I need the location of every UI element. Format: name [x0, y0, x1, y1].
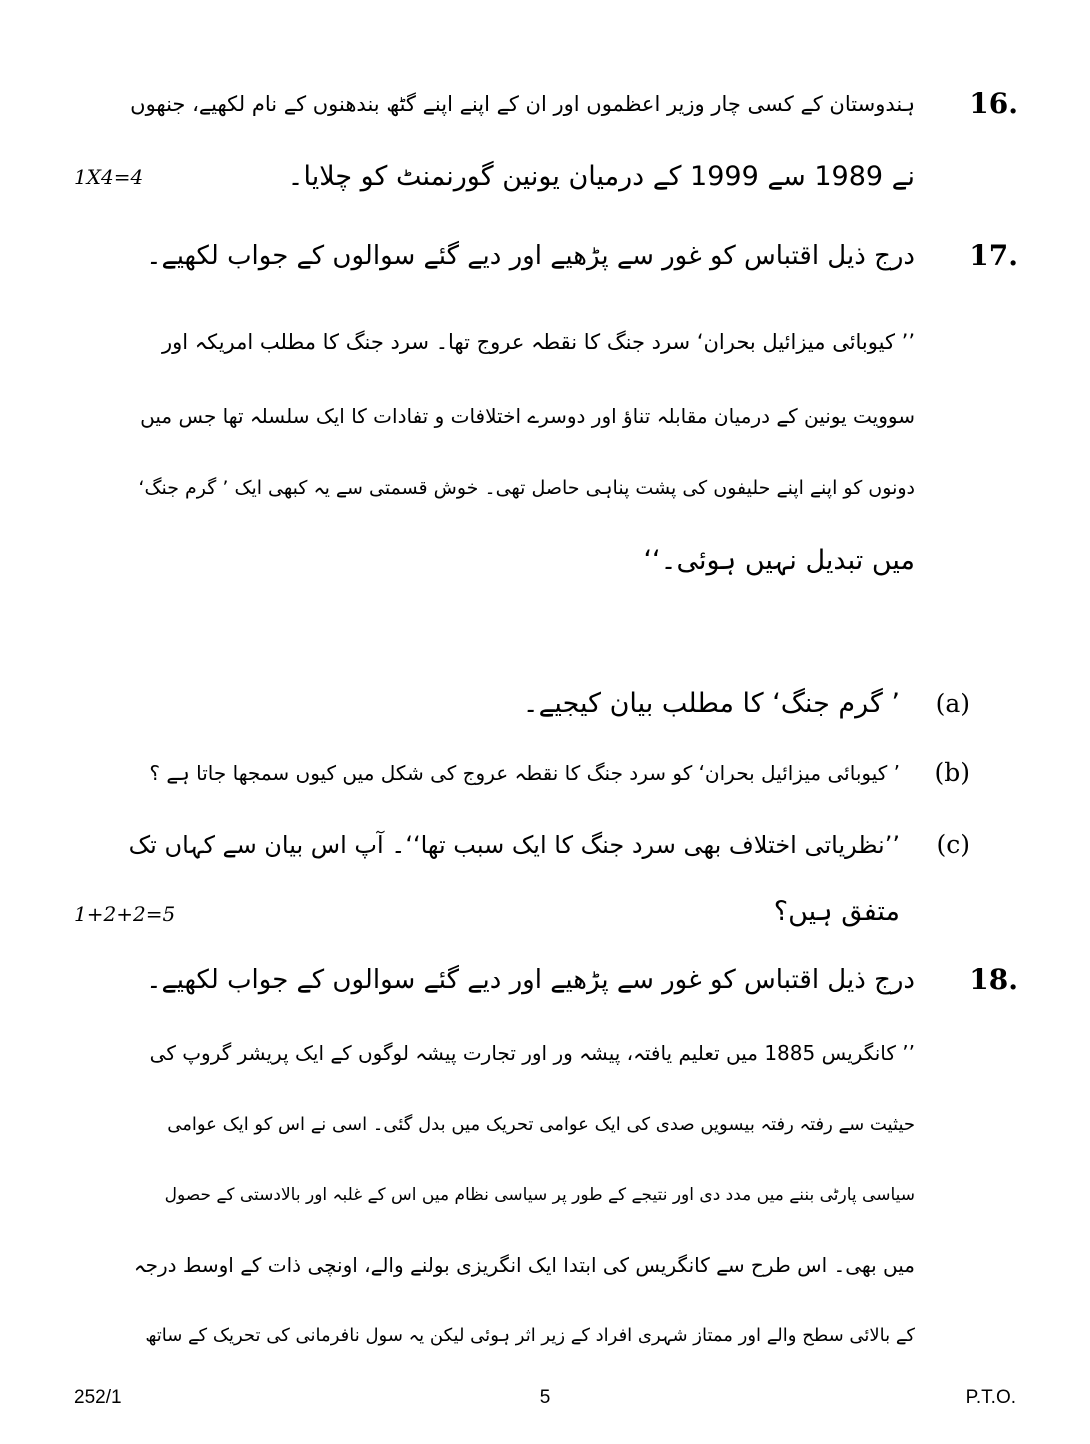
q16-text-line-1: ہندوستان کے کسی چار وزیر اعظموں اور ان کے اپنے اپنے گٹھ بندھنوں کے نام لکھیے، جنھوں [130, 92, 915, 116]
q16-marks: 1X4=4 [74, 165, 144, 189]
q17-part-c-text-1: ’’نظریاتی اختلاف بھی سرد جنگ کا ایک سبب تھا‘‘۔ آپ اس بیان سے کہاں تک [128, 831, 900, 859]
q17-passage-line-2: سوویت یونین کے درمیان مقابلہ تناؤ اور دوسرے اختلافات و تفادات کا ایک سلسلہ تھا جس میں [140, 404, 915, 428]
paper-code: 252/1 [74, 1387, 122, 1408]
q17-part-b-label: (b) [934, 758, 970, 787]
q16-text-line-2: نے 1989 سے 1999 کے درمیان یونین گورنمنٹ کو چلایا۔ [287, 161, 915, 192]
q17-passage-line-1: ’’ کیوبائی میزائیل بحران‘ سرد جنگ کا نقطہ عروج تھا۔ سرد جنگ کا مطلب امریکہ اور [162, 330, 915, 354]
q17-part-b-text: ’ کیوبائی میزائیل بحران‘ کو سرد جنگ کا نقطہ عروج کی شکل میں کیوں سمجھا جاتا ہے ؟ [149, 761, 900, 785]
q17-passage-line-3: دونوں کو اپنے اپنے حلیفوں کی پشت پناہی حاصل تھی۔ خوش قسمتی سے یہ کبھی ایک ’ گرم جنگ‘ [138, 477, 915, 499]
q17-part-c-label: (c) [936, 830, 970, 859]
q18-passage-line-3: سیاسی پارٹی بننے میں مدد دی اور نتیجے کے طور پر سیاسی نظام میں اس کے غلبہ اور بالادستی کے حصول [164, 1185, 915, 1205]
q17-part-a-text: ’ گرم جنگ‘ کا مطلب بیان کیجیے۔ [522, 688, 900, 719]
q17-part-a-label: (a) [935, 689, 970, 718]
q18-passage-line-1: ’’ کانگریس 1885 میں تعلیم یافتہ، پیشہ ور اور تجارت پیشہ لوگوں کے ایک پریشر گروپ کی [149, 1041, 915, 1065]
q17-marks: 1+2+2=5 [74, 902, 176, 926]
q17-passage-line-4: میں تبدیل نہیں ہوئی۔‘‘ [643, 545, 915, 576]
please-turn-over: P.T.O. [965, 1387, 1016, 1408]
question-number-17: 17. [969, 239, 1018, 272]
q18-passage-line-4: میں بھی۔ اس طرح سے کانگریس کی ابتدا ایک انگریزی بولنے والے، اونچی ذات کے اوسط درجہ [133, 1253, 915, 1277]
q17-instruction: درج ذیل اقتباس کو غور سے پڑھیے اور دیے گئے سوالوں کے جواب لکھیے۔ [146, 241, 915, 271]
q17-part-c-text-2: متفق ہیں؟ [773, 896, 900, 927]
q18-passage-line-2: حیثیت سے رفتہ رفتہ بیسویں صدی کی ایک عوامی تحریک میں بدل گئی۔ اسی نے اس کو ایک عوامی [167, 1114, 915, 1135]
q18-passage-line-5: کے بالائی سطح والے اور ممتاز شہری افراد کے زیر اثر ہوئی لیکن یہ سول نافرمانی کی تحریک کے ساتھ [145, 1325, 915, 1346]
question-number-16: 16. [969, 87, 1018, 120]
page-number: 5 [539, 1387, 551, 1408]
question-number-18: 18. [969, 963, 1018, 996]
q18-instruction: درج ذیل اقتباس کو غور سے پڑھیے اور دیے گئے سوالوں کے جواب لکھیے۔ [146, 965, 915, 995]
